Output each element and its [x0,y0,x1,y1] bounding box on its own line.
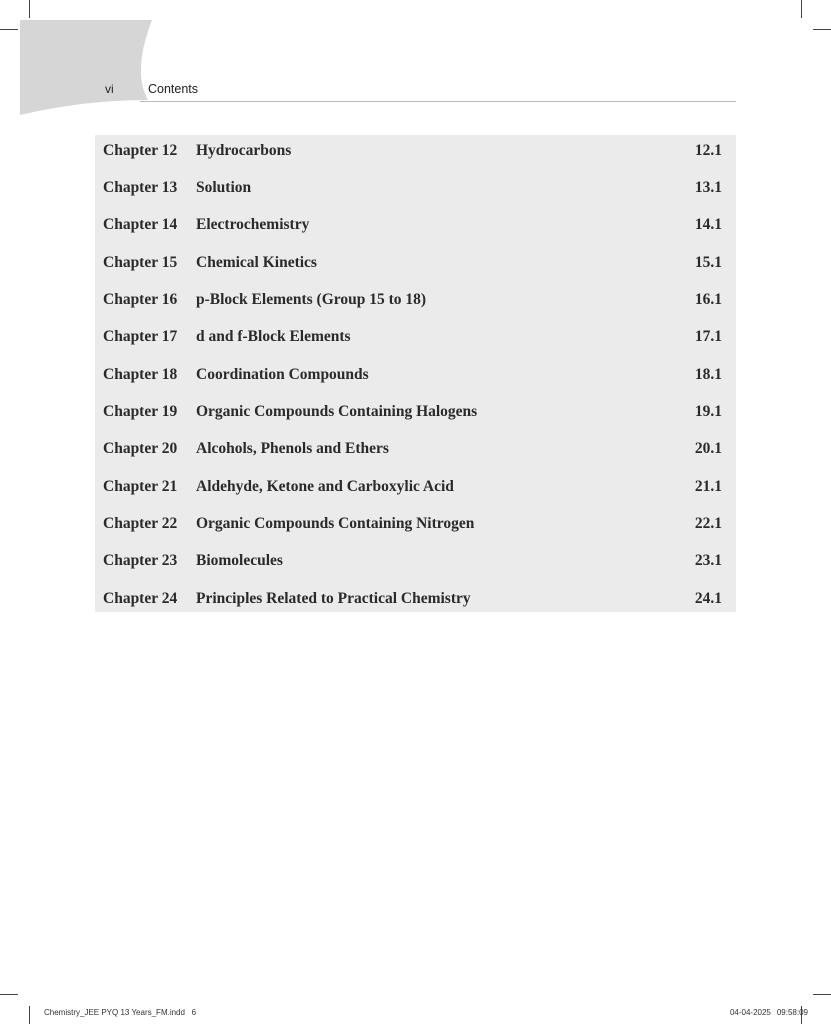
toc-entry[interactable] [103,477,722,497]
toc-chapter-label: Chapter 16 [103,291,178,308]
toc-entry[interactable] [103,215,722,235]
toc-entry[interactable] [103,253,722,273]
toc-chapter-title: Biomolecules [196,552,283,569]
toc-entry[interactable] [103,514,722,534]
crop-mark-bottom-left-v [29,1006,30,1024]
toc-chapter-title: Solution [196,179,252,196]
toc-entry[interactable] [103,141,722,161]
toc-chapter-title: Coordination Compounds [196,366,369,383]
toc-chapter-label: Chapter 13 [103,179,178,196]
toc-chapter-label: Chapter 21 [103,478,178,495]
toc-entry[interactable] [103,589,722,609]
toc-page-number: 21.1 [694,478,722,495]
toc-page-number: 16.1 [694,291,722,308]
toc-chapter-label: Chapter 19 [103,403,178,420]
page-folio: vi [105,82,114,96]
toc-chapter-title: d and f-Block Elements [196,328,351,345]
toc-entry[interactable] [103,178,722,198]
crop-mark-top-right-v [801,0,802,18]
toc-chapter-title: Chemical Kinetics [196,254,317,271]
toc-page-number: 18.1 [694,366,722,383]
toc-chapter-label: Chapter 23 [103,552,178,569]
toc-chapter-title: Electrochemistry [196,216,310,233]
print-slug: Chemistry_JEE PYQ 13 Years_FM.indd 6 [44,1008,197,1017]
toc-page-number: 23.1 [694,552,722,569]
toc-chapter-label: Chapter 14 [103,216,178,233]
toc-chapter-label: Chapter 15 [103,254,178,271]
toc-chapter-label: Chapter 18 [103,366,178,383]
toc-entry[interactable] [103,365,722,385]
print-time: 09:58:09 [776,1008,808,1017]
toc-chapter-title: Hydrocarbons [196,142,292,159]
running-head: Contents [148,82,199,96]
toc-chapter-label: Chapter 24 [103,590,178,607]
toc-chapter-title: Organic Compounds Containing Halogens [196,403,478,420]
header-tab-shape [0,0,160,125]
toc-entry[interactable] [103,290,722,310]
crop-mark-top-right-h [813,29,831,30]
toc-page-number: 15.1 [694,254,722,271]
print-timestamp [730,1008,808,1017]
toc-page-number: 19.1 [694,403,722,420]
toc-chapter-title: Organic Compounds Containing Nitrogen [196,515,475,532]
toc-box [95,135,736,612]
toc-page-number: 24.1 [694,590,722,607]
toc-entry[interactable] [103,551,722,571]
toc-chapter-title: Aldehyde, Ketone and Carboxylic Acid [196,478,454,495]
toc-page-number: 12.1 [694,142,722,159]
toc-entry[interactable] [103,439,722,459]
toc-chapter-label: Chapter 12 [103,142,178,159]
toc-chapter-title: Principles Related to Practical Chemistry [196,590,471,607]
crop-mark-bottom-right-h [813,994,831,995]
toc-entry[interactable] [103,402,722,422]
toc-page-number: 17.1 [694,328,722,345]
toc-chapter-title: p-Block Elements (Group 15 to 18) [196,291,427,308]
toc-page-number: 14.1 [694,216,722,233]
print-date: 04-04-2025 [729,1008,771,1017]
header-rule [140,101,736,102]
toc-page-number: 13.1 [694,179,722,196]
toc-chapter-label: Chapter 20 [103,440,178,457]
toc-chapter-label: Chapter 22 [103,515,178,532]
toc-page-number: 22.1 [694,515,722,532]
toc-entry[interactable] [103,327,722,347]
toc-chapter-label: Chapter 17 [103,328,178,345]
toc-page-number: 20.1 [694,440,722,457]
toc-chapter-title: Alcohols, Phenols and Ethers [196,440,389,457]
crop-mark-bottom-left-h [0,994,18,995]
